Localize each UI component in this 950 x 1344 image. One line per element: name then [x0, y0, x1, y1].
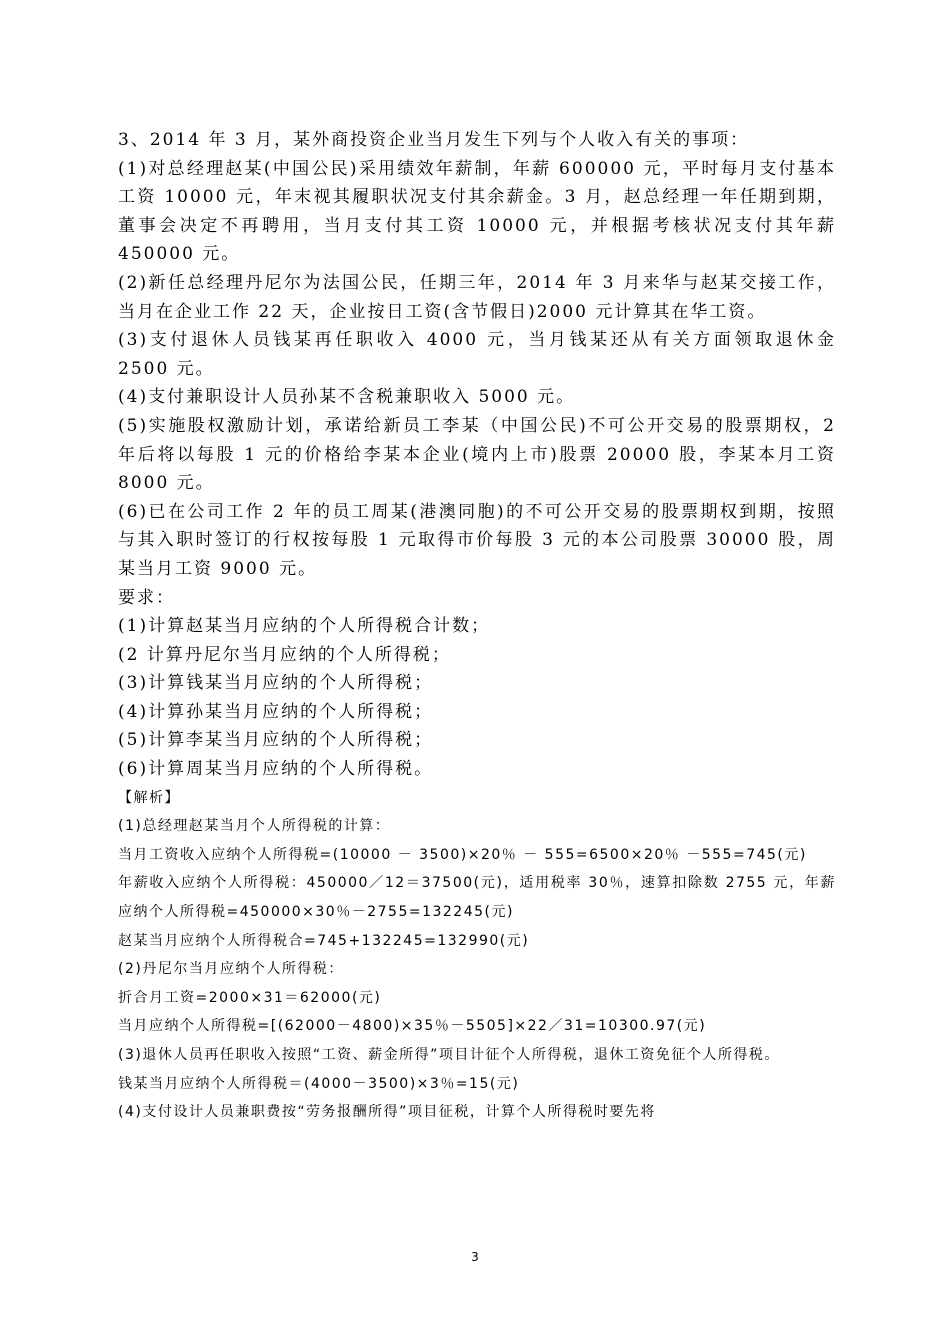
question-intro: 3、2014 年 3 月，某外商投资企业当月发生下列与个人收入有关的事项：	[118, 130, 750, 150]
question-item-2: (2)新任总经理丹尼尔为法国公民，任期三年，2014 年 3 月来华与赵某交接工作，当月在企业工作 22 天，企业按日工资(含节假日)2000 元计算其在华工资。	[118, 272, 836, 322]
analysis-line-4: 赵某当月应纳个人所得税合=745+132245=132990(元)	[118, 932, 530, 949]
requirement-1: (1)计算赵某当月应纳的个人所得税合计数；	[118, 616, 491, 637]
analysis-line-2: 当月工资收入应纳个人所得税=(10000 － 3500)×20％ － 555=6500×20％ －555=745(元)	[118, 846, 807, 863]
question-item-4: (4)支付兼职设计人员孙某不含税兼职收入 5000 元。	[118, 387, 576, 408]
question-item-3: (3)支付退休人员钱某再任职收入 4000 元，当月钱某还从有关方面领取退休金 2500 元。	[118, 330, 836, 379]
question-item-5: (5)实施股权激励计划，承诺给新员工李某（中国公民)不可公开交易的股票期权，2 年后将以每股 1 元的价格给李某本企业(境内上市)股票 20000 股，李某本月工资 8000 元。	[118, 415, 836, 494]
requirement-4: (4)计算孙某当月应纳的个人所得税；	[118, 701, 434, 722]
question-section	[118, 126, 836, 784]
analysis-line-6: 折合月工资=2000×31＝62000(元)	[118, 989, 382, 1006]
question-item-1: (1)对总经理赵某(中国公民)采用绩效年薪制，年薪 600000 元，平时每月支付基本工资 10000 元，年末视其履职状况支付其余薪金。3 月，赵总经理一年任期到期，董事会决定不再聘用，当月支付其工资 10000 元，并根据考核状况支付其年薪 450000 元。	[118, 158, 836, 265]
analysis-line-3: 年薪收入应纳个人所得税：450000／12＝37500(元)，适用税率 30％，速算扣除数 2755 元，年薪应纳个人所得税=450000×30％－2755=132245(元)	[118, 875, 836, 921]
page-content	[118, 126, 836, 1127]
page-number: 3	[471, 1250, 479, 1264]
analysis-section	[118, 784, 836, 1127]
requirement-6: (6)计算周某当月应纳的个人所得税。	[118, 759, 434, 780]
analysis-line-10: (4)支付设计人员兼职费按“劳务报酬所得”项目征税，计算个人所得税时要先将	[118, 1104, 656, 1121]
requirements-heading: 要求：	[118, 587, 175, 608]
analysis-heading: 【解析】	[118, 789, 180, 806]
requirement-5: (5)计算李某当月应纳的个人所得税；	[118, 730, 434, 751]
question-item-6: (6)已在公司工作 2 年的员工周某(港澳同胞)的不可公开交易的股票期权到期，按照与其入职时签订的行权按每股 1 元取得市价每股 3 元的本公司股票 30000 股，周某当月工资 9000 元。	[118, 501, 836, 579]
requirement-2: (2 计算丹尼尔当月应纳的个人所得税；	[118, 644, 451, 665]
analysis-line-8: (3)退休人员再任职收入按照“工资、薪金所得”项目计征个人所得税，退休工资免征个人所得税。	[118, 1047, 780, 1063]
analysis-line-1: (1)总经理赵某当月个人所得税的计算：	[118, 818, 391, 835]
analysis-line-5: (2)丹尼尔当月应纳个人所得税：	[118, 961, 344, 978]
requirement-3: (3)计算钱某当月应纳的个人所得税；	[118, 673, 434, 694]
analysis-line-7: 当月应纳个人所得税=[(62000－4800)×35％－5505]×22／31=10300.97(元)	[118, 1018, 707, 1035]
analysis-line-9: 钱某当月应纳个人所得税＝(4000－3500)×3％=15(元)	[118, 1075, 520, 1092]
